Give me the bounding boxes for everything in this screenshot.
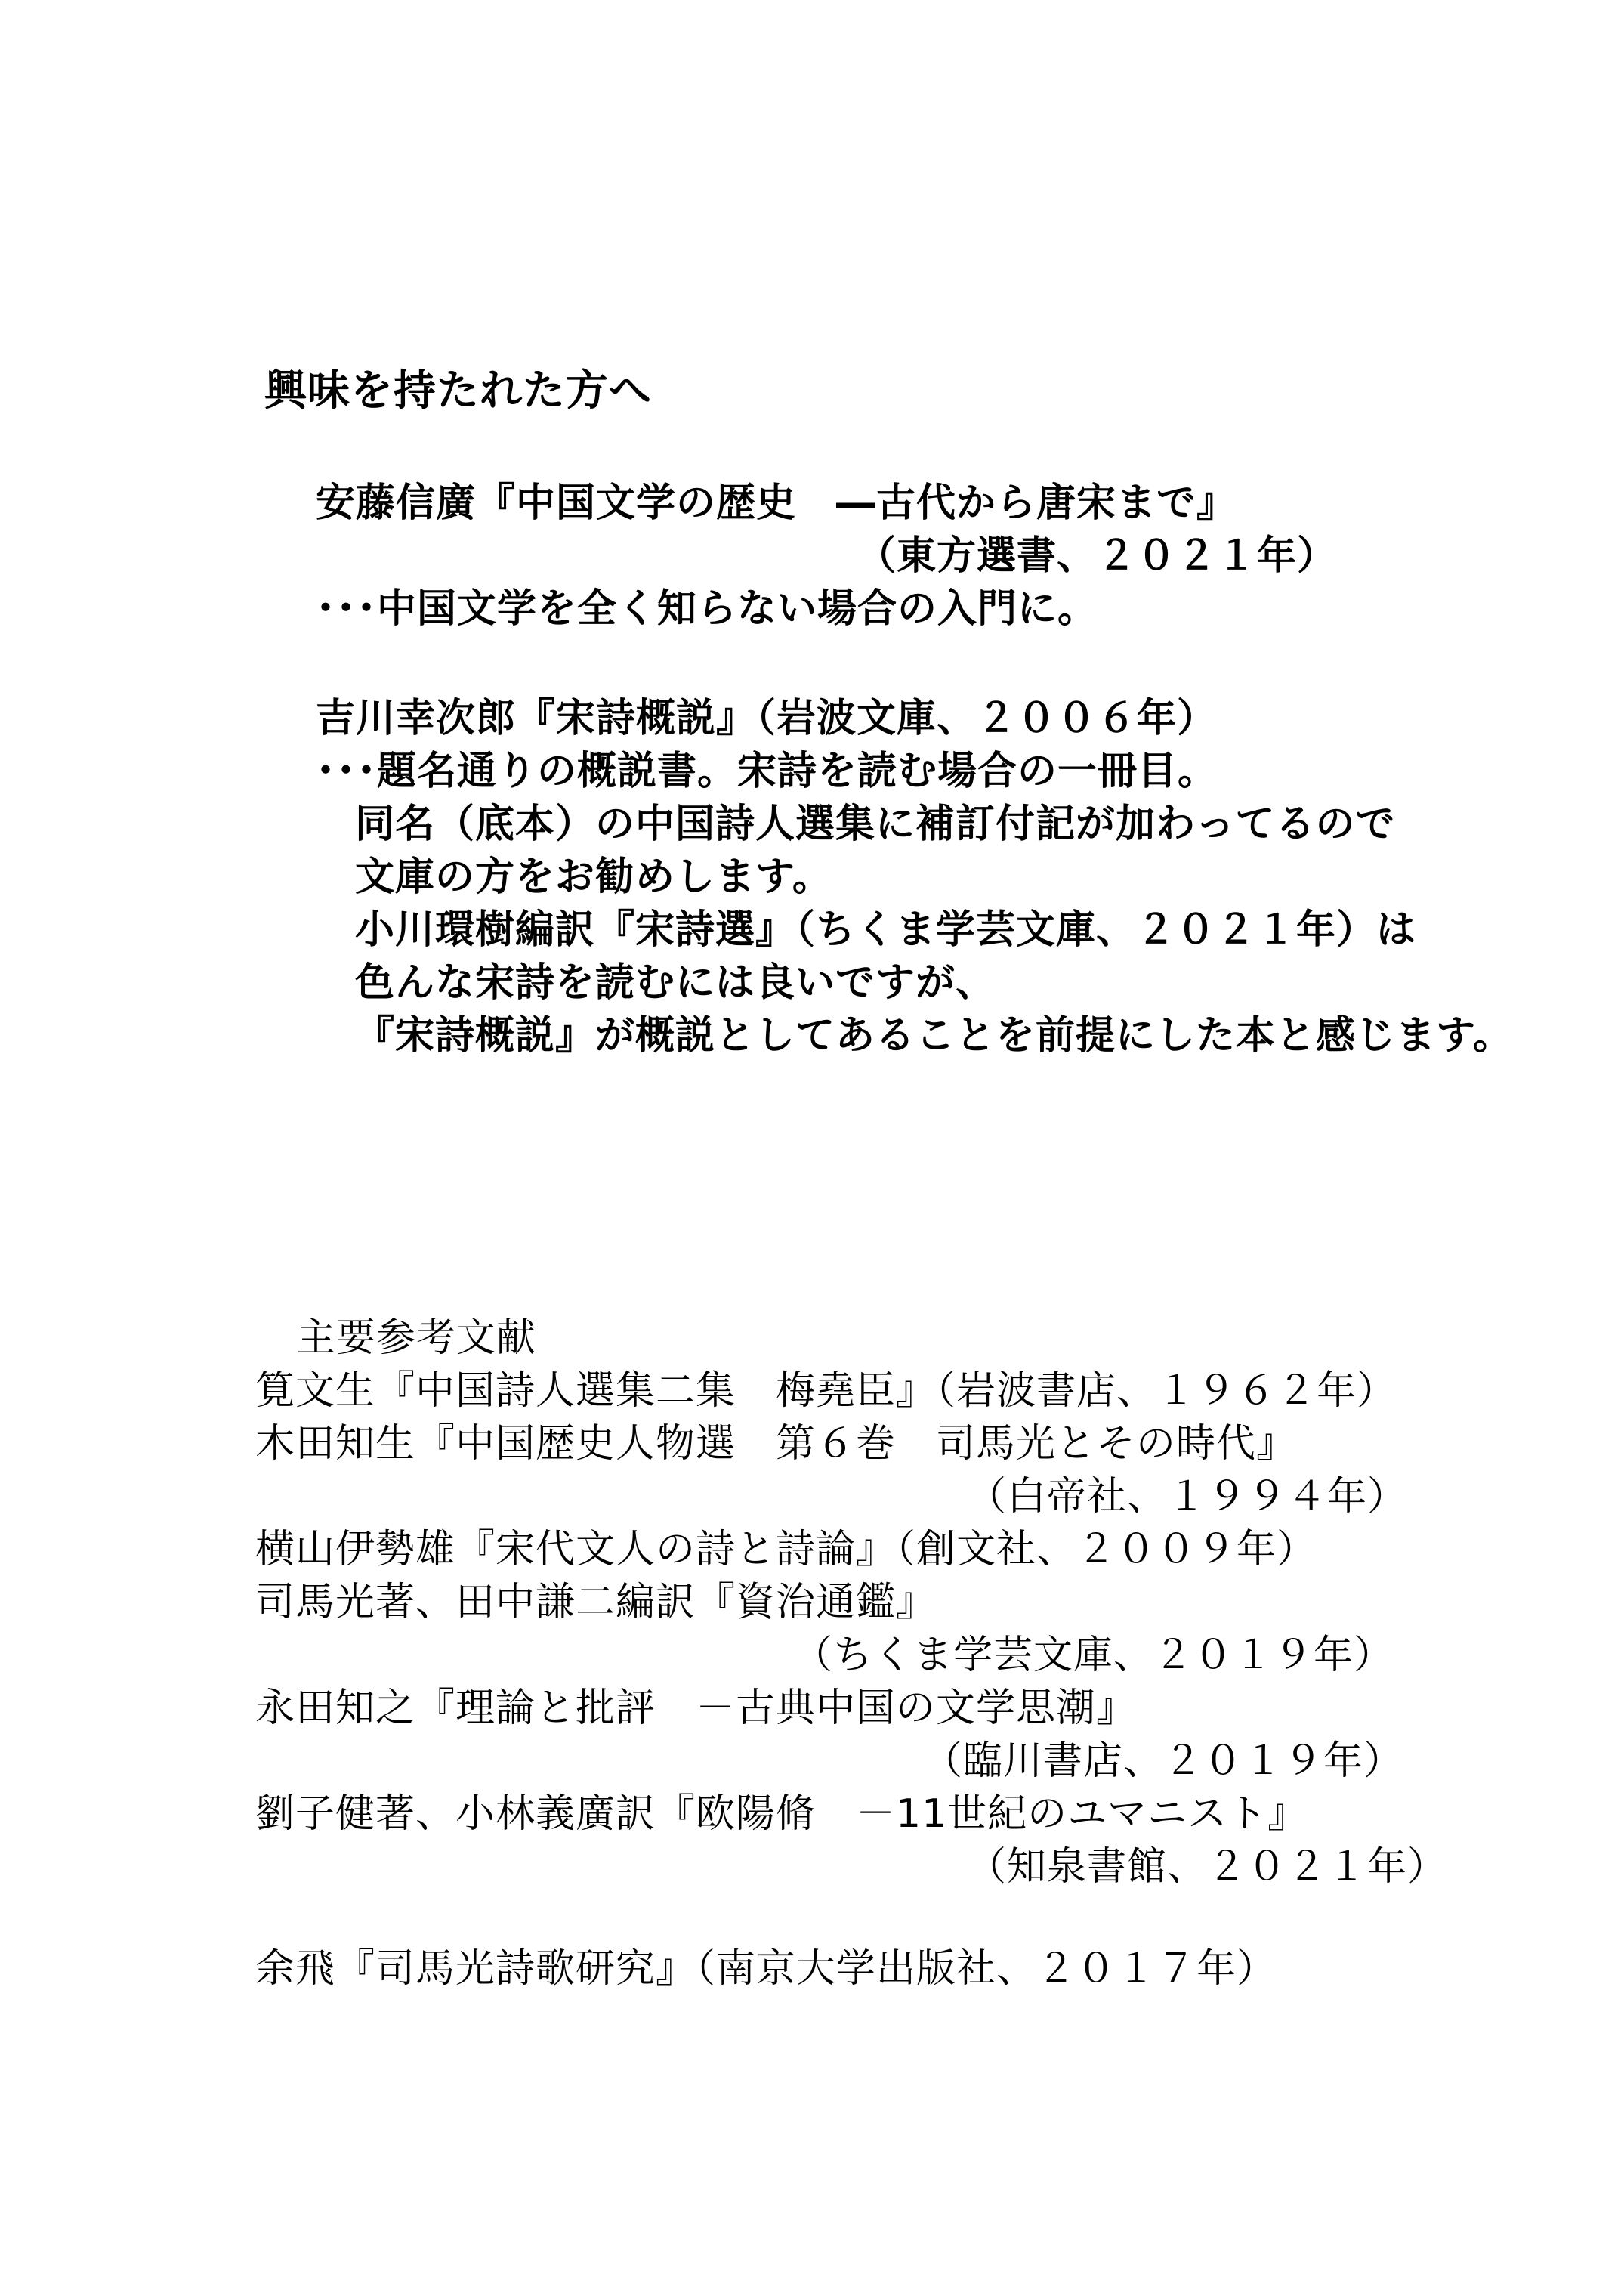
book2-note-line: 文庫の方をお勧めします。 — [355, 854, 832, 900]
reference-line: 横山伊勢雄『宋代文人の詩と詩論』（創文社、２００９年） — [255, 1527, 1317, 1572]
reference-line: （臨川書店、２０１９年） — [923, 1738, 1404, 1784]
reference-line: （白帝社、１９９４年） — [967, 1474, 1408, 1519]
book2-note-line: 小川環樹編訳『宋詩選』（ちくま学芸文庫、２０２１年）は — [355, 907, 1417, 953]
reference-line: 劉子健著、小林義廣訳『欧陽脩 －11世紀のユマニスト』 — [255, 1791, 1308, 1837]
section-heading-recommended: 興味を持たれた方へ — [264, 366, 652, 416]
reference-line: 木田知生『中国歴史人物選 第６巻 司馬光とその時代』 — [255, 1421, 1297, 1466]
book2-title: 吉川幸次郎『宋詩概説』（岩波文庫、２００６年） — [316, 696, 1218, 741]
book2-note-line: 色んな宋詩を読むには良いですが、 — [355, 960, 996, 1006]
section-heading-references: 主要参考文献 — [296, 1315, 537, 1361]
book2-note-line: 同名（底本）の中国詩人選集に補訂付記が加わってるので — [355, 802, 1396, 847]
reference-line: 永田知之『理論と批評 －古典中国の文学思潮』 — [255, 1686, 1137, 1731]
book2-note-line: ･･･題名通りの概説書。宋詩を読む場合の一冊目。 — [316, 749, 1218, 794]
book1-note: ･･･中国文学を全く知らない場合の入門に。 — [316, 586, 1098, 632]
book2-note-line: 『宋詩概説』が概説としてあることを前提にした本と感じます。 — [355, 1013, 1513, 1058]
book1-title: 安藤信廣『中国文学の歴史 ―古代から唐宋まで』 — [316, 481, 1237, 526]
reference-line: （知泉書館、２０２１年） — [967, 1844, 1448, 1890]
reference-line: （ちくま学芸文庫、２０１９年） — [793, 1633, 1394, 1678]
reference-line: 司馬光著、田中謙二編訳『資治通鑑』 — [255, 1580, 937, 1625]
reference-line: 筧文生『中国詩人選集二集 梅堯臣』（岩波書店、１９６２年） — [255, 1368, 1397, 1414]
book1-publisher: （東方選書、２０２１年） — [857, 533, 1338, 579]
reference-line: 余飛『司馬光詩歌研究』（南京大学出版社、２０１７年） — [255, 1946, 1277, 1992]
